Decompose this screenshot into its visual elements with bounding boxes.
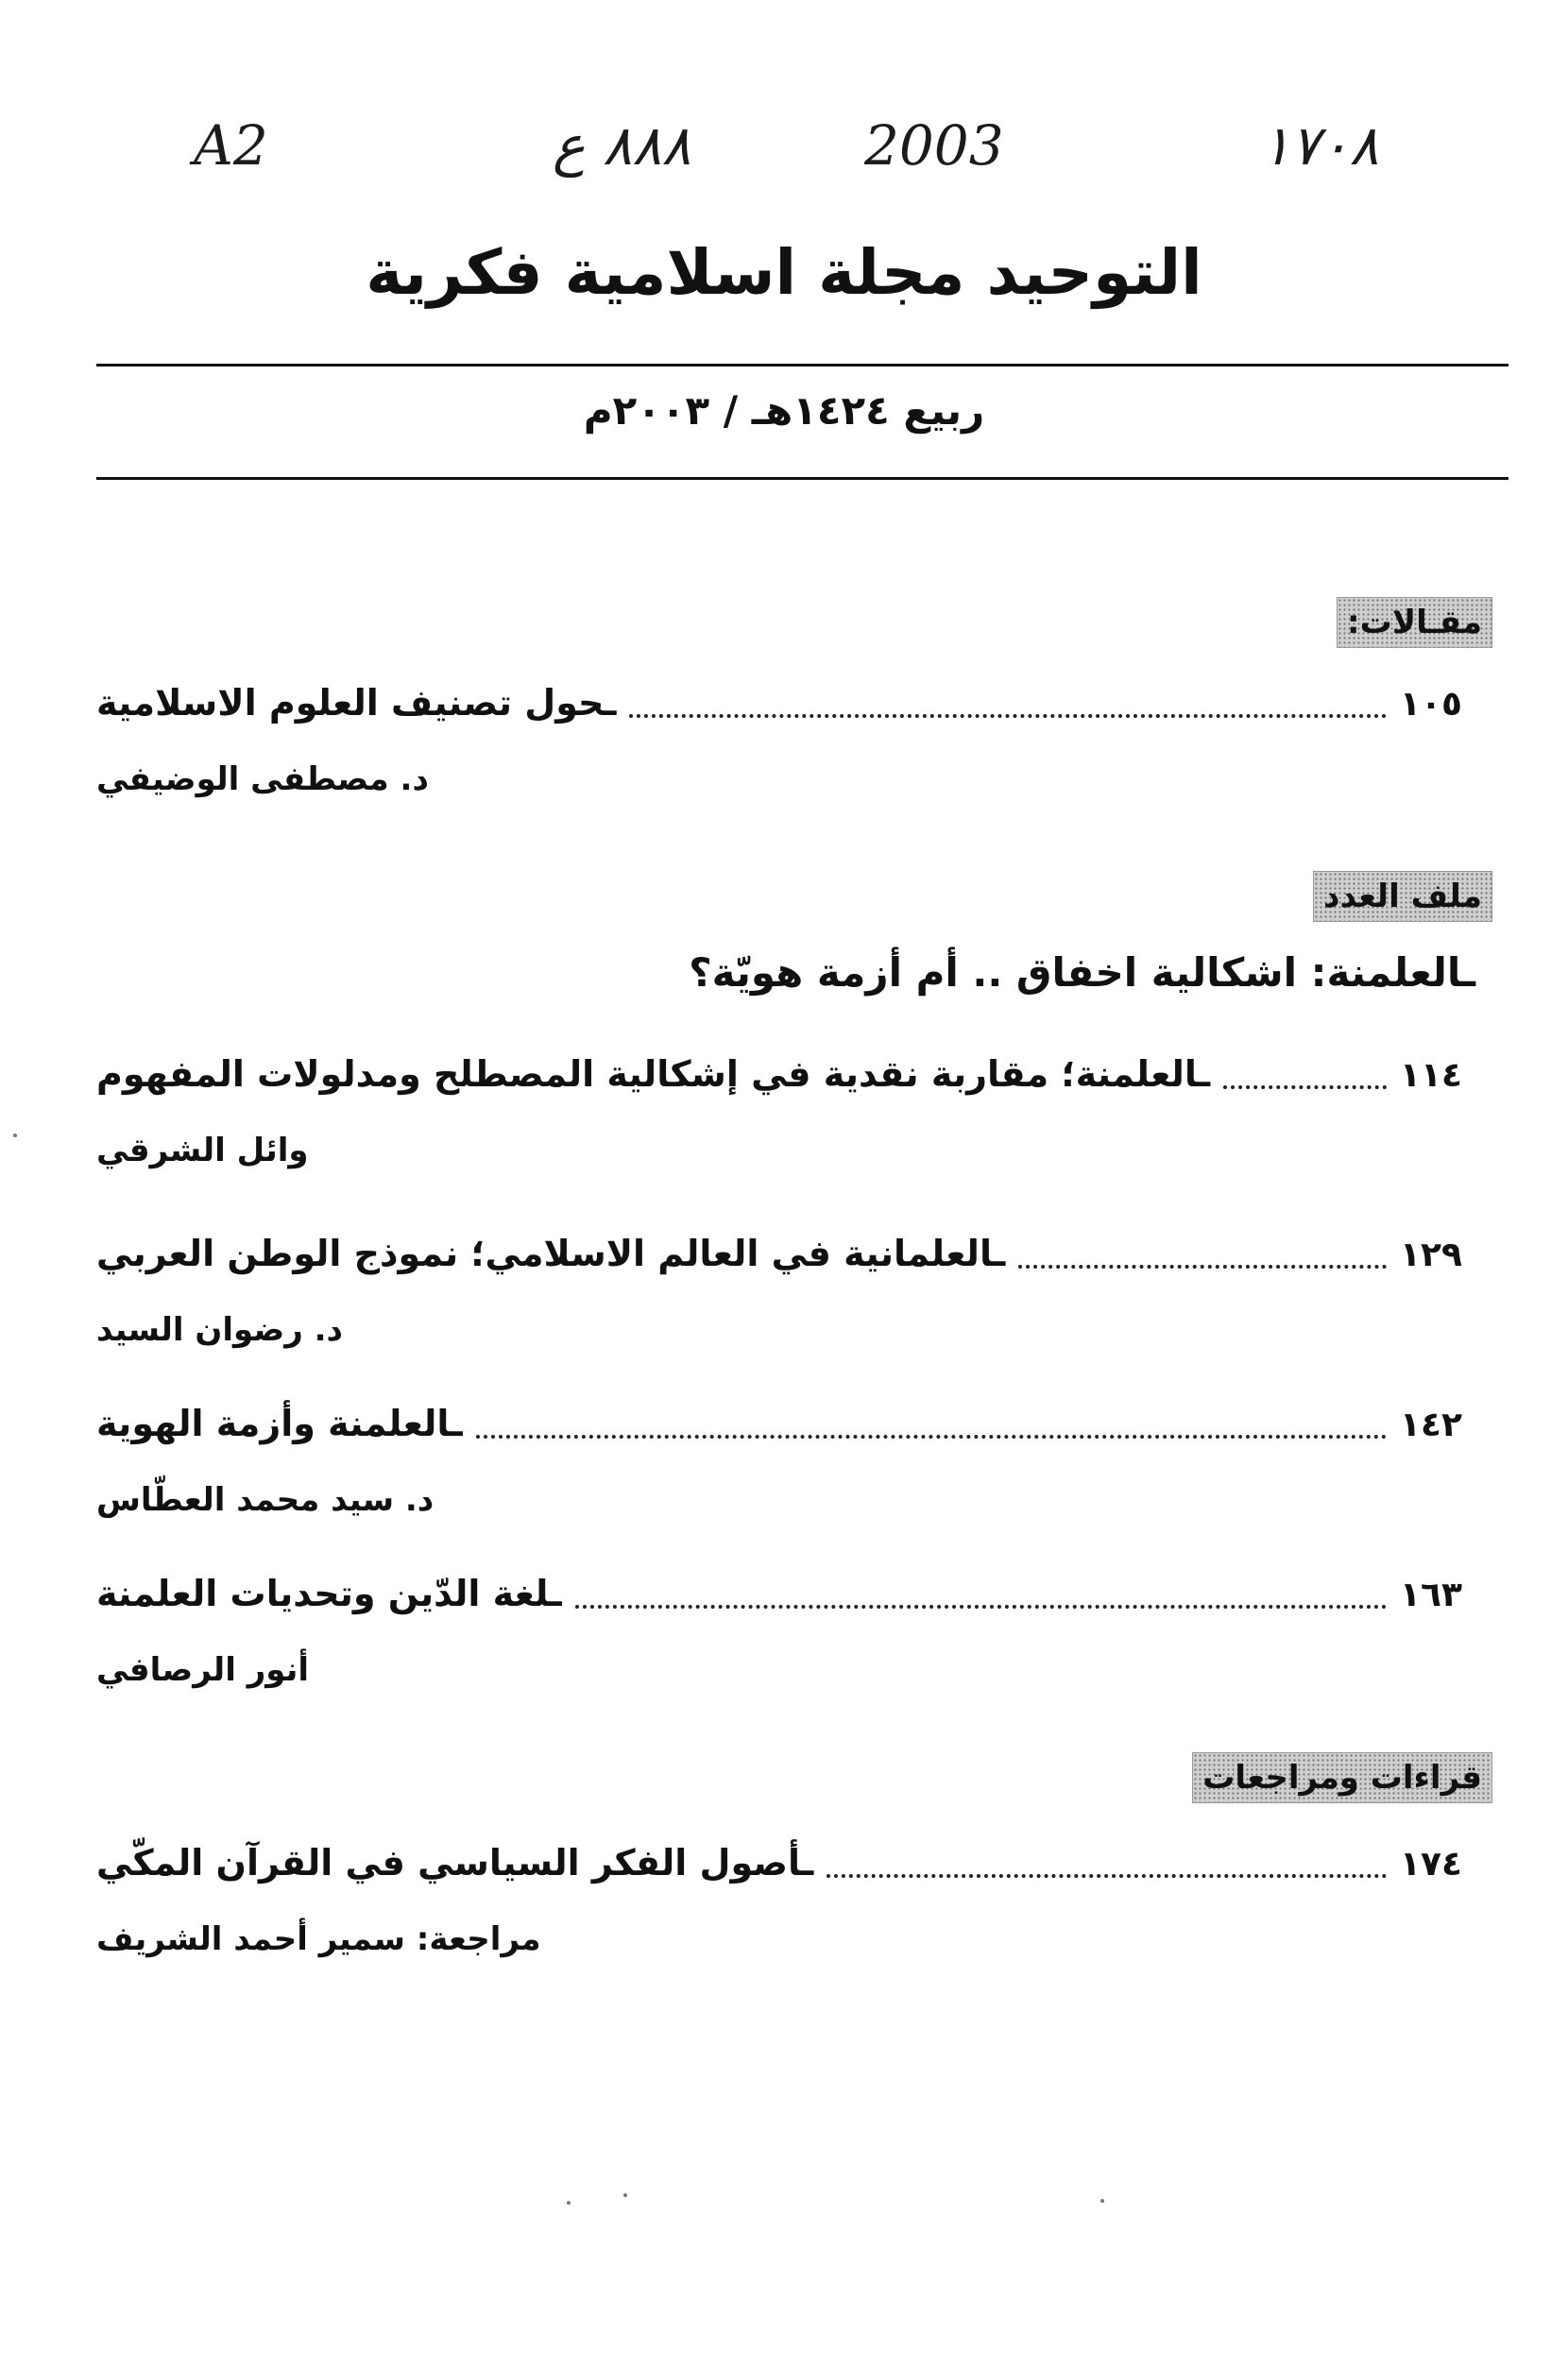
entry-author: د. رضوان السيد bbox=[96, 1311, 343, 1349]
scan-speck bbox=[623, 2193, 627, 2197]
entry-title: ـالعلمنة وأزمة الهوية bbox=[96, 1403, 463, 1444]
journal-title: التوحيد مجلة اسلامية فكرية bbox=[366, 236, 1202, 309]
handwritten-note: ١٧٠٨ bbox=[1261, 113, 1379, 178]
issue-date: ربيع ١٤٢٤هـ / ٢٠٠٣م bbox=[583, 387, 985, 434]
dossier-heading: ـالعلمنة: اشكالية اخفاق .. أم أزمة هويّة؟ bbox=[689, 949, 1475, 996]
divider-bottom bbox=[96, 477, 1508, 480]
leader-dots bbox=[1223, 1085, 1387, 1089]
entry-page: ١٤٢ bbox=[1400, 1406, 1462, 1444]
entry-author: د. مصطفى الوضيفي bbox=[96, 760, 429, 798]
scan-speck bbox=[13, 1134, 17, 1137]
entry-page: ١٢٩ bbox=[1400, 1236, 1462, 1274]
scan-speck bbox=[567, 2201, 571, 2205]
section-label-articles: مقـالات: bbox=[1337, 597, 1492, 648]
toc-entry bbox=[96, 1842, 1475, 1895]
toc-entry bbox=[96, 1403, 1475, 1456]
leader-dots bbox=[1018, 1265, 1387, 1269]
handwritten-note: 2003 bbox=[864, 113, 1004, 178]
entry-author: مراجعة: سمير أحمد الشريف bbox=[96, 1920, 541, 1958]
entry-page: ١١٤ bbox=[1400, 1056, 1462, 1095]
entry-title: ـلغة الدّين وتحديات العلمنة bbox=[96, 1573, 562, 1614]
section-label-reviews: قراءات ومراجعات bbox=[1192, 1752, 1492, 1803]
entry-page: ١٧٤ bbox=[1400, 1845, 1462, 1884]
entry-page: ١٠٥ bbox=[1400, 685, 1462, 724]
leader-dots bbox=[476, 1435, 1387, 1439]
toc-entry bbox=[96, 1053, 1475, 1106]
leader-dots bbox=[629, 714, 1387, 718]
leader-dots bbox=[827, 1874, 1387, 1878]
toc-entry bbox=[96, 682, 1475, 735]
entry-author: د. سيد محمد العطّاس bbox=[96, 1481, 435, 1519]
entry-author: وائل الشرقي bbox=[96, 1132, 309, 1169]
entry-title: ـأصول الفكر السياسي في القرآن المكّي bbox=[96, 1842, 814, 1884]
toc-entry bbox=[96, 1573, 1475, 1626]
entry-page: ١٦٣ bbox=[1400, 1576, 1462, 1614]
leader-dots bbox=[575, 1605, 1387, 1609]
entry-title: ـالعلمانية في العالم الاسلامي؛ نموذج الوطن العربي bbox=[96, 1233, 1006, 1274]
handwritten-note: A2 bbox=[194, 113, 268, 178]
divider-top bbox=[96, 364, 1508, 367]
entry-title: ـحول تصنيف العلوم الاسلامية bbox=[96, 682, 617, 724]
scan-speck bbox=[1100, 2199, 1104, 2203]
entry-title: ـالعلمنة؛ مقاربة نقدية في إشكالية المصطلح ومدلولات المفهوم bbox=[96, 1053, 1211, 1095]
section-label-dossier: ملف العدد bbox=[1313, 871, 1492, 922]
handwritten-note: ٨٨٨ ع bbox=[553, 113, 691, 178]
entry-author: أنور الرصافي bbox=[96, 1651, 310, 1689]
toc-entry bbox=[96, 1233, 1475, 1286]
